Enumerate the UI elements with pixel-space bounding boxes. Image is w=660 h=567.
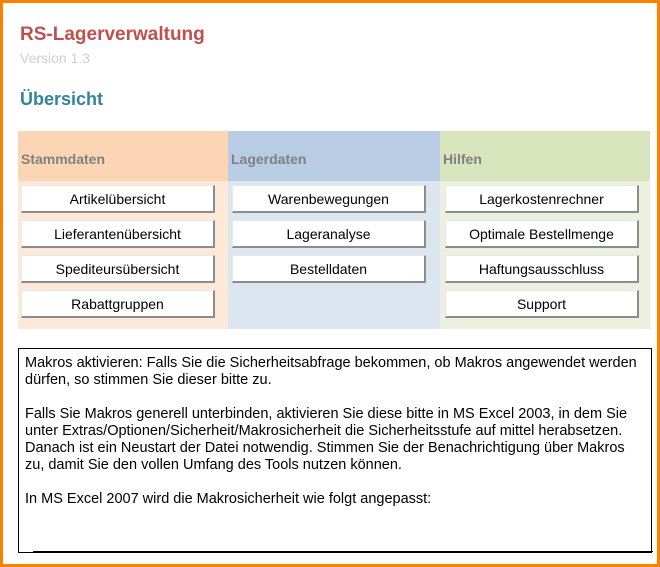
panel-header-hilfen: Hilfen	[443, 151, 482, 167]
panel-header-stammdaten: Stammdaten	[21, 151, 106, 167]
lagerkostenrechner-button[interactable]: Lagerkostenrechner	[445, 185, 639, 213]
panel-lagerdaten	[228, 131, 440, 329]
version-label: Version 1.3	[20, 50, 91, 66]
panel-header-lagerdaten: Lagerdaten	[231, 151, 307, 167]
macro-info-textbox	[18, 348, 652, 553]
section-title: Übersicht	[20, 89, 104, 109]
rabattgruppen-button[interactable]: Rabattgruppen	[21, 290, 215, 318]
bestelldaten-button[interactable]: Bestelldaten	[232, 255, 426, 283]
macro-info-paragraph-3: In MS Excel 2007 wird die Makrosicherheit wie folgt angepasst:	[25, 491, 432, 507]
haftungsausschluss-button[interactable]: Haftungsausschluss	[445, 255, 639, 283]
optimale-bestellmenge-button[interactable]: Optimale Bestellmenge	[445, 220, 639, 248]
app-title: RS-Lagerverwaltung	[20, 24, 205, 45]
lieferantenuebersicht-button[interactable]: Lieferantenübersicht	[21, 220, 215, 248]
artikeluebersicht-button[interactable]: Artikelübersicht	[21, 185, 215, 213]
lageranalyse-button[interactable]: Lageranalyse	[232, 220, 426, 248]
panel-hilfen	[440, 131, 650, 329]
macro-info-paragraph-1: Makros aktivieren: Falls Sie die Sicherheitsabfrage bekommen, ob Makros angewendet werden dürfen, so stimmen Sie dieser bitte zu.	[25, 355, 637, 388]
support-button[interactable]: Support	[445, 290, 639, 318]
panel-stammdaten	[18, 131, 228, 329]
textbox-bottom-divider	[33, 551, 653, 552]
spediteursuebersicht-button[interactable]: Spediteursübersicht	[21, 255, 215, 283]
warenbewegungen-button[interactable]: Warenbewegungen	[232, 185, 426, 213]
macro-info-paragraph-2: Falls Sie Makros generell unterbinden, aktivieren Sie diese bitte in MS Excel 2003, in dem Sie unter Extras/Optionen/Sicherheit/Makrosicherheit die Sicherheitsstufe auf mittel herabsetzen. Danach ist ein Neustart der Datei notwendig. Stimmen Sie der Benachrichtigung über Makros zu, damit Sie den vollen Umfang des Tools nutzen können.	[25, 406, 628, 473]
